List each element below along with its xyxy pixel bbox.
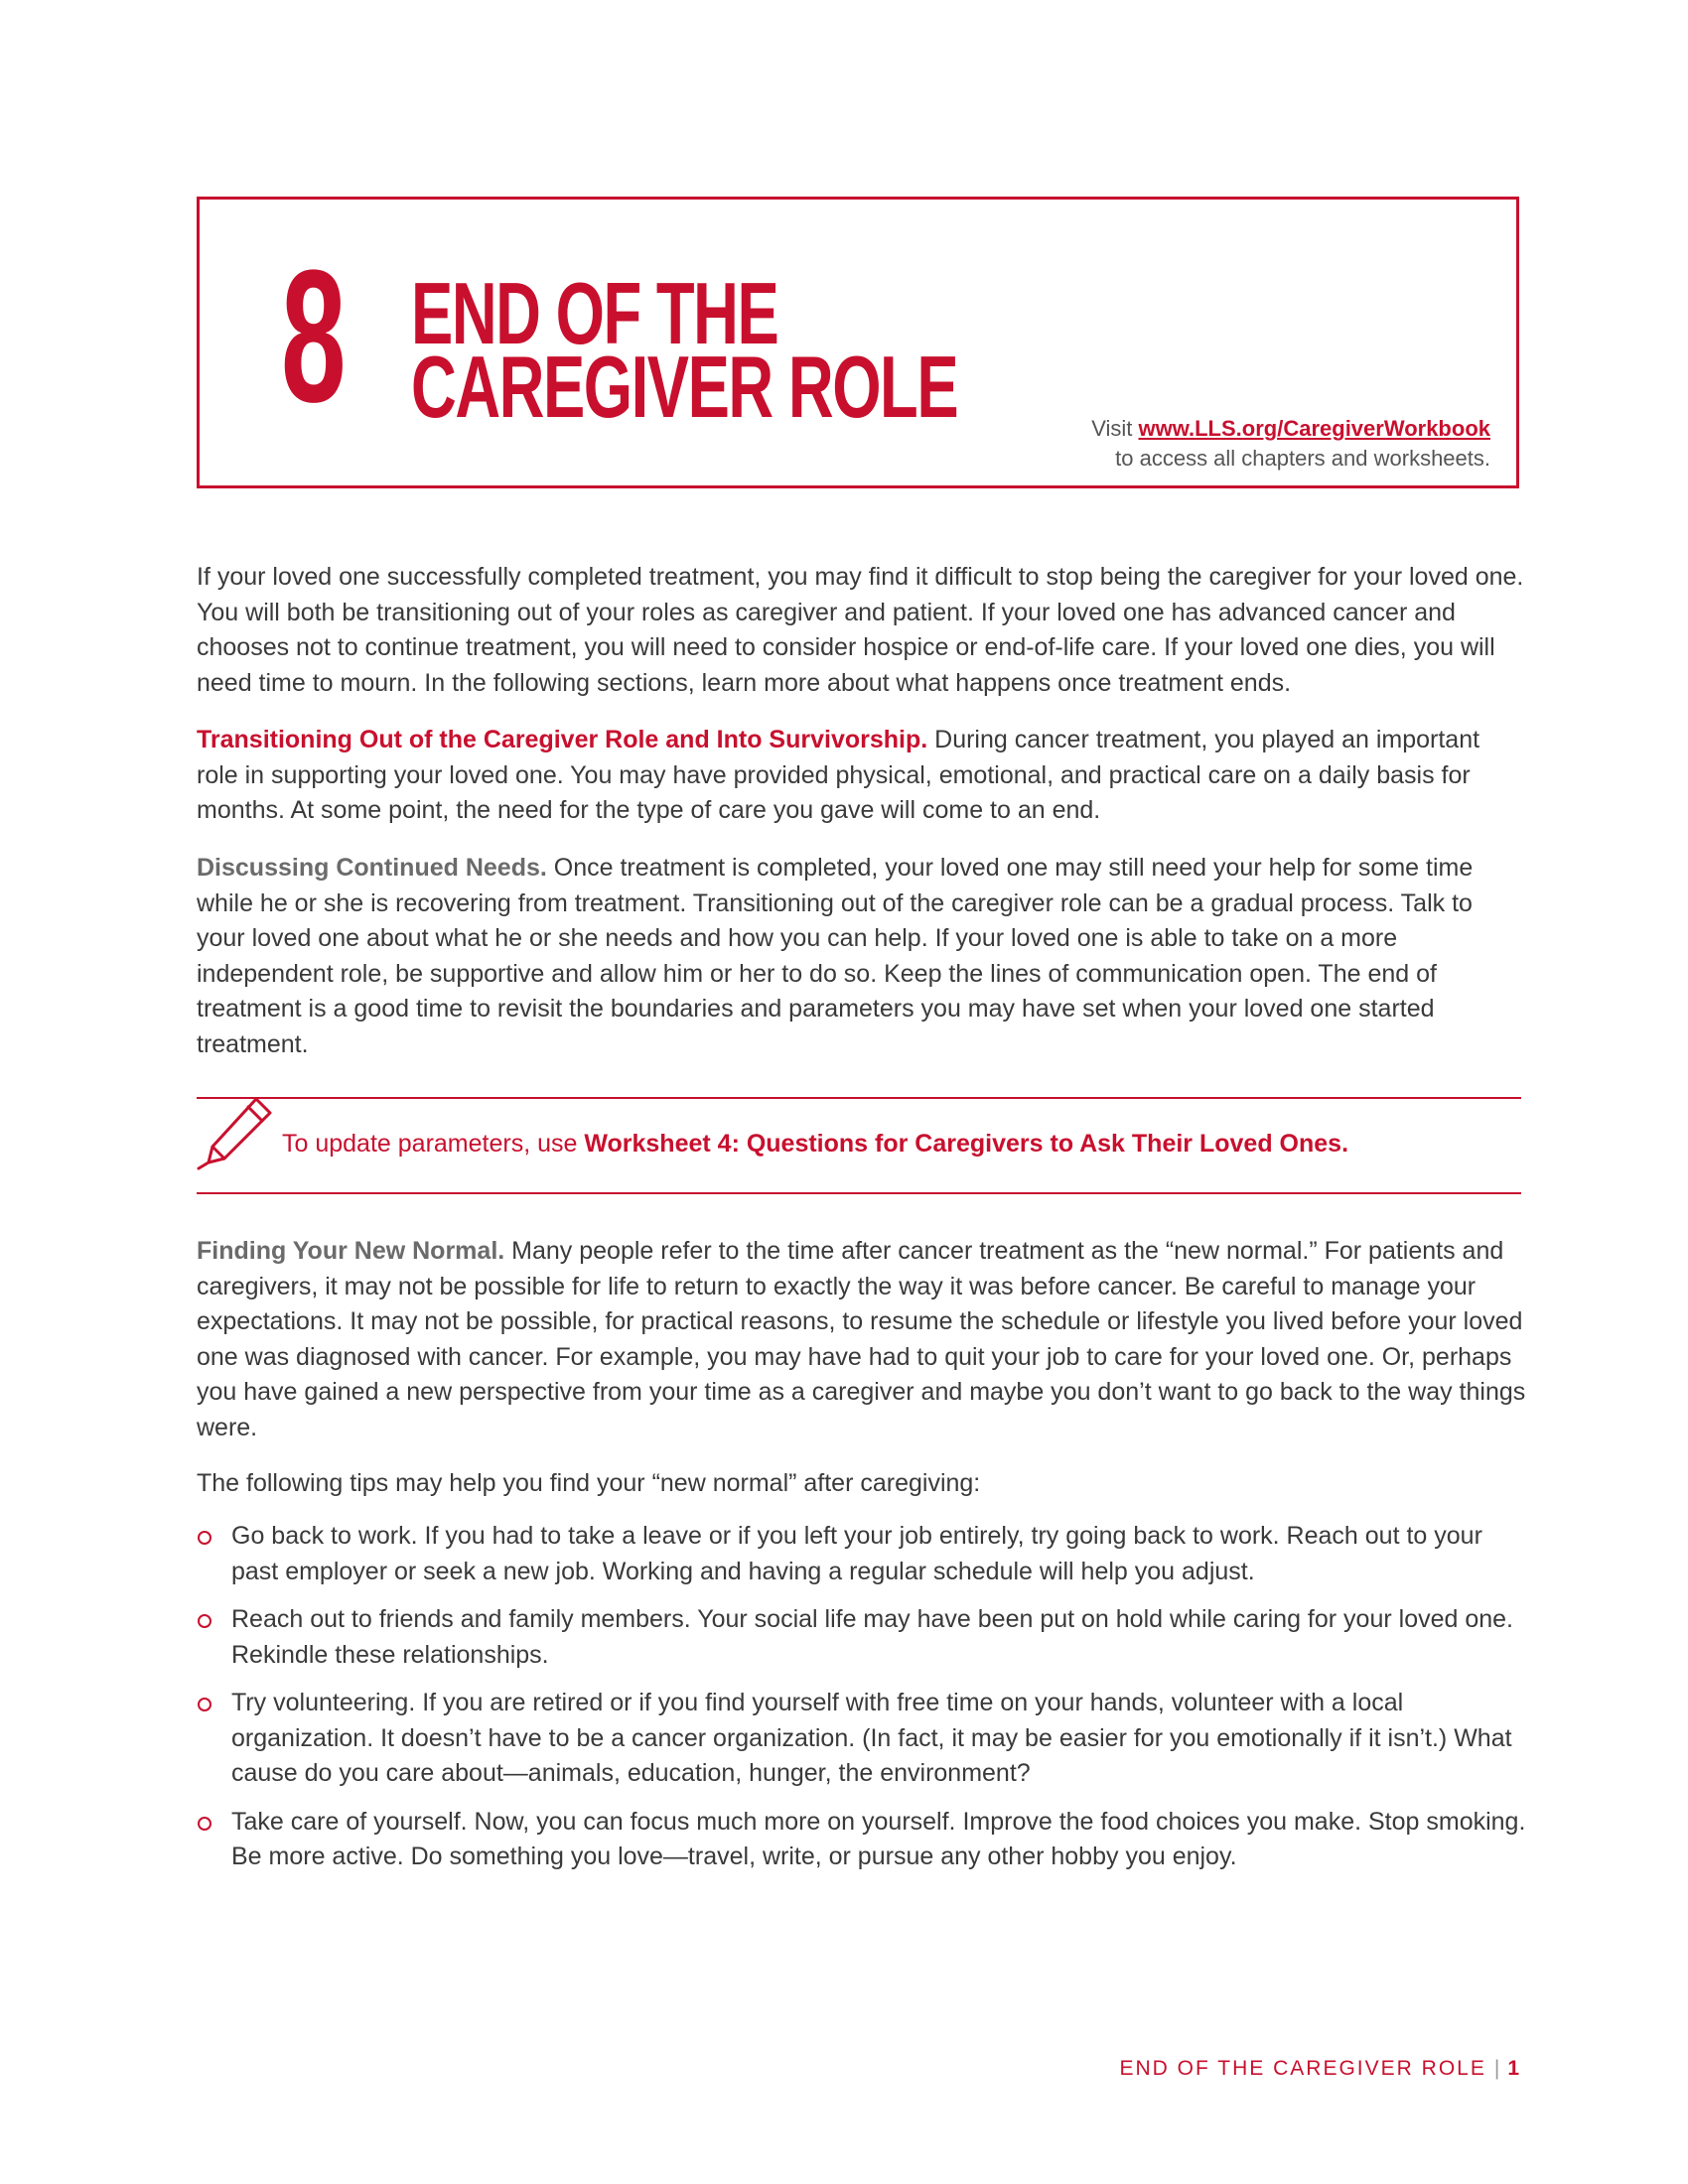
list-item xyxy=(197,1686,1527,1792)
workbook-link[interactable]: www.LLS.org/CaregiverWorkbook xyxy=(1138,416,1490,441)
section-new-normal-text: Many people refer to the time after cancer treatment as the “new normal.” For patients and caregivers, it may not be possible for life to return to exactly the way it was before cancer. Be careful to manage your expectations. It may not be possible, for practical reasons, to resume the schedule or lifestyle you lived before your loved one was diagnosed with cancer. For example, you may have had to quit your job to care for your loved one. Or, perhaps you have gained a new perspective from your time as a caregiver and maybe you don’t want to go back to the way things were. xyxy=(197,1237,1526,1441)
intro-paragraph: If your loved one successfully completed treatment, you may find it difficult to stop being the caregiver for your loved one. You will both be transitioning out of your roles as caregiver and patient. If your loved one has advanced cancer and chooses not to continue treatment, you will need to consider hospice or end-of-life care. If your loved one dies, you will need time to mourn. In the following sections, learn more about what happens once treatment ends. xyxy=(197,563,1524,697)
tip-text: Try volunteering. If you are retired or if you find yourself with free time on your hands, volunteer with a local organization. It doesn’t have to be a cancer organization. (In fact, it may be easier for you emotionally if it isn’t.) What cause do you care about—animals, education, hunger, the environment? xyxy=(231,1689,1512,1787)
visit-suffix: to access all chapters and worksheets. xyxy=(1115,446,1490,471)
list-item xyxy=(197,1805,1527,1875)
list-item xyxy=(197,1602,1527,1673)
tip-text: Reach out to friends and family members. Your social life may have been put on hold while caring for your loved one. Rekindle these relationships. xyxy=(231,1605,1514,1669)
chapter-number: 8 xyxy=(281,231,345,442)
visit-prefix: Visit xyxy=(1091,416,1139,441)
chapter-title xyxy=(411,264,958,436)
pencil-icon xyxy=(195,1091,278,1174)
section-continued-needs-heading: Discussing Continued Needs. xyxy=(197,854,547,882)
tips-list xyxy=(197,1519,1527,1875)
worksheet-reference: Worksheet 4: Questions for Caregivers to Ask Their Loved Ones. xyxy=(584,1130,1349,1158)
chapter-title-line1: END OF THE xyxy=(411,264,778,362)
list-item xyxy=(197,1519,1527,1589)
chapter-header xyxy=(197,197,1519,488)
bullet-icon xyxy=(198,1614,211,1628)
chapter-title-line2: CAREGIVER ROLE xyxy=(411,338,958,436)
section-new-normal-heading: Finding Your New Normal. xyxy=(197,1237,505,1265)
section-continued-needs xyxy=(197,851,1527,1062)
tip-text: Take care of yourself. Now, you can focus much more on yourself. Improve the food choices you make. Stop smoking. Be more active. Do something you love—travel, write, or pursue any other hobby you enjoy. xyxy=(231,1807,1526,1870)
bullet-icon xyxy=(198,1531,211,1545)
callout-prefix: To update parameters, use xyxy=(282,1130,585,1158)
callout-text xyxy=(282,1127,1348,1160)
section-new-normal xyxy=(197,1234,1527,1445)
section-survivorship-text: During cancer treatment, you played an important role in supporting your loved one. You may have provided physical, emotional, and practical care on a daily basis for months. At some point, the need for the type of care you gave will come to an end. xyxy=(197,726,1480,824)
section-survivorship-heading: Transitioning Out of the Caregiver Role and Into Survivorship. xyxy=(197,726,928,753)
section-continued-needs-text: Once treatment is completed, your loved one may still need your help for some time while he or she is recovering from treatment. Transitioning out of the caregiver role can be a gradual process. Talk to your loved one about what he or she needs and how you can help. If your loved one is able to take on a more independent role, be supportive and allow him or her to do so. Keep the lines of communication open. The end of treatment is a good time to revisit the boundaries and parameters you may have set when your loved one started treatment. xyxy=(197,854,1474,1058)
footer-separator: | xyxy=(1493,2057,1500,2080)
worksheet-callout xyxy=(197,1097,1521,1194)
tips-intro: The following tips may help you find your “new normal” after caregiving: xyxy=(197,1469,981,1497)
footer-label: END OF THE CAREGIVER ROLE xyxy=(1119,2057,1486,2080)
bullet-icon xyxy=(198,1698,211,1711)
page-number: 1 xyxy=(1507,2057,1519,2080)
visit-note xyxy=(1091,414,1490,474)
bullet-icon xyxy=(198,1817,211,1831)
page-footer xyxy=(1120,2055,1520,2083)
tip-text: Go back to work. If you had to take a leave or if you left your job entirely, try going back to work. Reach out to your past employer or seek a new job. Working and having a regular schedule will help you adjust. xyxy=(231,1522,1482,1585)
section-survivorship xyxy=(197,723,1527,829)
